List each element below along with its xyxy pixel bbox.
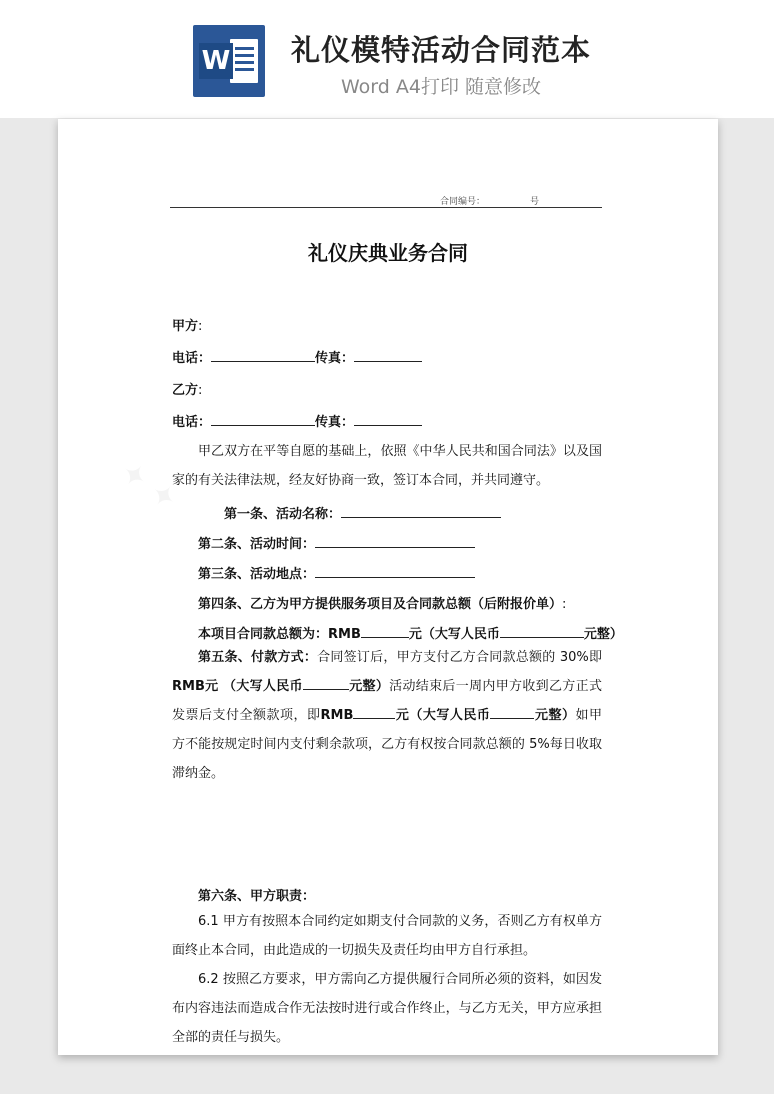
contract-number-line [170,195,602,208]
party-a-label: 甲方 [172,319,199,334]
final-daxie-field[interactable] [490,705,534,719]
daxie-close-label: 元整） [583,627,623,642]
article-2 [198,533,475,552]
word-logo-letter: W [199,43,233,79]
total-daxie-field[interactable] [500,624,584,638]
header-banner [0,0,774,118]
party-b-phone-label: 电话： [172,415,212,430]
article-6 [198,885,315,904]
activity-time-field[interactable] [315,534,475,548]
daxie-open-label: （大写人民币 [421,627,500,642]
final-amount-field[interactable] [353,705,395,719]
activity-location-field[interactable] [315,564,475,578]
party-b-fax-label: 传真： [315,415,355,430]
deposit-daxie-field[interactable] [303,676,349,690]
party-a-contact-row [172,347,422,366]
party-a-row [172,315,202,334]
daxie-open-label-2: （大写人民币 [222,679,303,694]
yuan-label: 元 [408,627,422,642]
rmb-label: RMB [328,627,361,642]
banner-subtitle: Word A4打印 随意修改 [340,76,541,98]
party-b-label: 乙方 [172,383,199,398]
intro-paragraph: 甲乙双方在平等自愿的基础上，依照《中华人民共和国合同法》以及国家的有关法律法规，经友好协商一致，签订本合同，并共同遵守。 [172,444,602,488]
party-b-phone-field[interactable] [211,412,315,426]
banner-title: 礼仪模特活动合同范本 [290,33,591,67]
word-icon [193,25,265,97]
article-4-label: 第四条、乙方为甲方提供服务项目及合同款总额（后附报价单） [198,597,563,612]
party-a-phone-label: 电话： [172,351,212,366]
activity-name-field[interactable] [341,504,501,518]
daxie-close-label-2: 元整） [348,679,390,694]
article-2-label: 第二条、活动时间： [198,537,316,552]
watermark: ✦ ✦ [113,454,184,519]
yuan-label-3: 元 [395,708,410,723]
total-amount-field[interactable] [361,624,409,638]
party-a-fax-field[interactable] [354,348,422,362]
party-b-contact-row [172,411,422,430]
rmb-label-2: RMB [172,679,205,694]
article-5-text-1: 合同签订后，甲方支付乙方合同款总额的 30%即 [317,650,602,665]
article-4-colon: : [562,597,567,612]
article-5-text-3: 如甲方不能按规定时间内支付剩余款项，乙方有权按合同款总额的 5%每日收取滞纳金。 [172,708,602,781]
daxie-close-label-3: 元整） [534,708,576,723]
document-title: 礼仪庆典业务合同 [308,241,468,265]
clause-6-1: 6.1 甲方有按照本合同约定如期支付合同款的义务，否则乙方有权单方面终止本合同，由此造成的一切损失及责任均由甲方自行承担。 [172,914,602,958]
article-5-label: 第五条、付款方式： [198,650,318,665]
article-3 [198,563,475,582]
party-a-colon: : [198,319,203,334]
daxie-open-label-3: （大写人民币 [409,708,491,723]
yuan-label-2: 元 [204,679,219,694]
party-a-fax-label: 传真： [315,351,355,366]
article-3-label: 第三条、活动地点： [198,567,316,582]
total-amount-label: 本项目合同款总额为： [198,627,329,642]
total-amount-row [198,623,623,642]
party-b-fax-field[interactable] [354,412,422,426]
rmb-label-3: RMB [320,708,354,723]
article-5-text-2: 活动结束后一周内甲方收到乙方正式发票后支付全额款项，即 [172,679,602,723]
article-1 [198,503,501,522]
article-4 [198,593,566,612]
article-5-paragraph [172,643,602,788]
party-a-phone-field[interactable] [211,348,315,362]
contract-number-label: 合同编号： [440,197,486,207]
article-1-label: 第一条、活动名称： [224,507,342,522]
party-b-row [172,379,202,398]
document-page [58,119,718,1055]
article-6-label: 第六条、甲方职责： [198,889,316,904]
contract-number-unit: 号 [530,197,540,207]
clause-6-2: 6.2 按照乙方要求，甲方需向乙方提供履行合同所必须的资料，如因发布内容违法而造成合作无法按时进行或合作终止，与乙方无关，甲方应承担全部的责任与损失。 [172,972,602,1045]
party-b-colon: : [198,383,203,398]
